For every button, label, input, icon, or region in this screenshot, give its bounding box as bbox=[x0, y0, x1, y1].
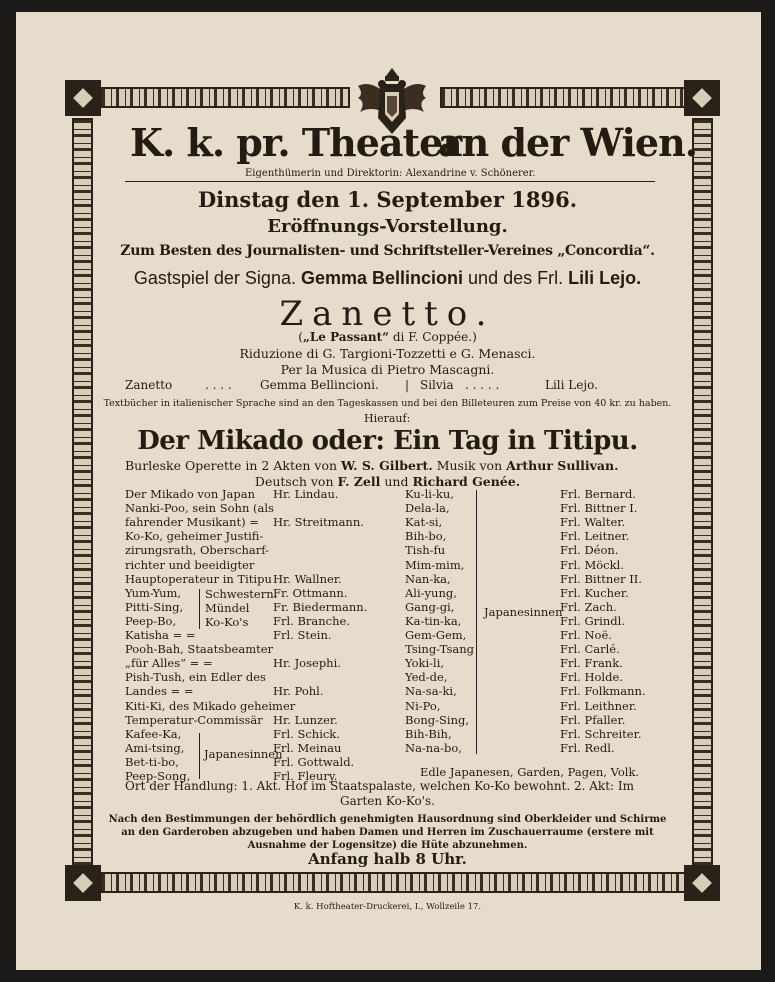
notice-line-2: an den Garderoben abzugeben und haben Damen und Herren im Zuschauerraume (erstere mit bbox=[121, 827, 654, 838]
brace-japanese-left bbox=[199, 733, 200, 779]
border-top-left bbox=[100, 87, 350, 108]
brace-label-koko: Ko-Ko's bbox=[205, 615, 249, 629]
cast-actor: Frl. Bittner I. bbox=[560, 501, 638, 516]
cast-role: Tsing-Tsang bbox=[405, 642, 475, 657]
theater-name-right: an der Wien. bbox=[438, 120, 697, 165]
cast-actor: Frl. Schick. bbox=[273, 726, 340, 741]
cast-role: Dela-la, bbox=[405, 501, 450, 516]
hierauf: Hierauf: bbox=[364, 412, 411, 425]
cast-role: Ka-tin-ka, bbox=[405, 613, 462, 628]
cast-role: Peep-Bo, bbox=[125, 613, 177, 628]
cast-actor: Frl. Walter. bbox=[560, 515, 626, 530]
cast-role: Nan-ka, bbox=[405, 571, 451, 586]
mikado-translator-1: F. Zell bbox=[337, 474, 381, 489]
mikado-translator-2: Richard Genée. bbox=[412, 474, 521, 489]
zanetto-riduzione: Riduzione di G. Targioni-Tozzetti e G. Menasci. bbox=[239, 346, 536, 361]
ownership-line: Eigenthümerin und Direktorin: Alexandrine v. Schönerer. bbox=[245, 168, 536, 179]
zanetto-role-2: Silvia bbox=[420, 378, 454, 392]
cast-role: richter und beeidigter bbox=[125, 557, 255, 572]
cast-role: Tish-fu bbox=[405, 543, 446, 558]
cast-role: Ali-yung, bbox=[405, 585, 457, 600]
mikado-credit-1a: Burleske Operette in 2 Akten von bbox=[125, 458, 338, 473]
zanetto-actor-1: Gemma Bellincioni. bbox=[260, 378, 379, 392]
cast-role: „für Alles“ = = bbox=[125, 656, 213, 671]
cast-role: Kiti-Ki, des Mikado geheimer bbox=[125, 698, 296, 713]
theater-name-left: K. k. pr. Theater bbox=[130, 120, 462, 165]
guest-name-1: Gemma Bellincioni bbox=[300, 268, 464, 288]
guest-name-2: Lili Lejo. bbox=[568, 268, 642, 288]
cast-actor: Hr. Pohl. bbox=[273, 684, 324, 699]
zanetto-actor-2: Lili Lejo. bbox=[545, 378, 598, 392]
cast-actor: Frl. Holde. bbox=[560, 670, 623, 685]
cast-role: Bet-ti-bo, bbox=[125, 754, 179, 769]
cast-actor: Frl. Carlé. bbox=[560, 642, 620, 657]
mikado-title: Der Mikado oder: Ein Tag in Titipu. bbox=[137, 426, 638, 456]
cast-role: Ku-li-ku, bbox=[405, 487, 454, 501]
cast-role: Nanki-Poo, sein Sohn (als bbox=[125, 501, 274, 516]
zanetto-musica: Per la Musica di Pietro Mascagni. bbox=[280, 362, 495, 377]
brace-label-sisters: Schwestern. bbox=[205, 587, 278, 601]
cast-actor: Frl. Meinau bbox=[273, 740, 342, 755]
cast-actor: Frl. Bernard. bbox=[560, 487, 636, 501]
cast-role: Der Mikado von Japan bbox=[125, 487, 255, 501]
mikado-composer: Arthur Sullivan. bbox=[506, 458, 619, 473]
place-line-1: Ort der Handlung: 1. Akt. Hof im Staatspalaste, welchen Ko-Ko bewohnt. 2. Akt: Im bbox=[125, 779, 635, 793]
brace-sisters bbox=[199, 589, 200, 629]
cast-actor: Hr. Lunzer. bbox=[273, 712, 338, 727]
zanetto-separator: | bbox=[405, 378, 410, 392]
zanetto-role-1: Zanetto bbox=[125, 378, 173, 392]
cast-actor: Hr. Lindau. bbox=[273, 487, 339, 501]
corner-ornament-tl bbox=[65, 80, 101, 116]
notice-line-3: Ausnahme der Logensitze) die Hüte abzunehmen. bbox=[247, 840, 528, 851]
cast-actor: Frl. Grindl. bbox=[560, 613, 625, 628]
cast-actor: Frl. Noë. bbox=[560, 628, 612, 642]
brace-label-wards: Mündel bbox=[205, 601, 250, 615]
mikado-librettist: W. S. Gilbert. bbox=[341, 458, 433, 473]
cast-actor: Frl. Leithner. bbox=[560, 698, 637, 713]
cast-role: Pitti-Sing, bbox=[125, 599, 184, 614]
corner-ornament-bl bbox=[65, 865, 101, 901]
guest-mid: und des Frl. bbox=[468, 268, 564, 288]
cast-actor: Frl. Schreiter. bbox=[560, 726, 642, 741]
guest-prefix: Gastspiel der Signa. bbox=[133, 268, 296, 288]
start-time: Anfang halb 8 Uhr. bbox=[308, 850, 467, 868]
cast-role: fahrender Musikant) = bbox=[125, 515, 259, 530]
cast-role: Pish-Tush, ein Edler des bbox=[125, 670, 266, 685]
cast-role: Gang-gi, bbox=[405, 599, 455, 614]
cast-role: Temperatur-Commissär bbox=[125, 712, 263, 727]
performance-date: Dinstag den 1. September 1896. bbox=[197, 187, 578, 212]
opening-performance: Eröffnungs-Vorstellung. bbox=[267, 216, 508, 237]
cast-actor: Frl. Branche. bbox=[273, 613, 350, 628]
mikado-credit-1c: Musik von bbox=[436, 458, 503, 473]
cast-actor: Fr. Biedermann. bbox=[273, 599, 368, 614]
zanetto-dots-1: . . . . bbox=[205, 378, 232, 392]
cast-actor: Hr. Wallner. bbox=[273, 571, 342, 586]
mikado-credit-line-1 bbox=[125, 458, 618, 473]
place-line-2: Garten Ko-Ko's. bbox=[339, 794, 435, 808]
cast-role: Na-sa-ki, bbox=[405, 684, 457, 699]
extras-line: Edle Japanesen, Garden, Pagen, Volk. bbox=[420, 765, 640, 779]
brace-label-japanese-middle: Japanesinnen bbox=[484, 605, 563, 619]
corner-ornament-tr bbox=[684, 80, 720, 116]
libretto-note: Textbücher in italienischer Sprache sind an den Tageskassen und bei den Billeteuren zum Preise von 40 kr. zu haben. bbox=[103, 398, 672, 409]
zanetto-dots-2: . . . . . bbox=[465, 378, 500, 392]
cast-role: Gem-Gem, bbox=[405, 628, 467, 642]
cast-role: Pooh-Bah, Staatsbeamter bbox=[125, 642, 274, 657]
mikado-credit-2c: und bbox=[384, 474, 409, 489]
corner-ornament-br bbox=[684, 865, 720, 901]
zanetto-title: Zanetto. bbox=[279, 294, 496, 334]
zanetto-subtitle-bold: „Le Passant“ bbox=[302, 330, 390, 344]
cast-actor: Hr. Josephi. bbox=[273, 656, 341, 671]
border-top-right bbox=[440, 87, 688, 108]
notice-line-1: Nach den Bestimmungen der behördlich genehmigten Hausordnung sind Oberkleider und Schirme bbox=[108, 814, 667, 825]
cast-role: Yoki-li, bbox=[405, 656, 445, 671]
cast-actor: Frl. Gottwald. bbox=[273, 754, 355, 769]
cast-role: Yum-Yum, bbox=[125, 585, 182, 600]
cast-actor: Frl. Redl. bbox=[560, 740, 615, 755]
mikado-credit-line-2 bbox=[0, 474, 775, 489]
zanetto-subtitle: („Le Passant“ di F. Coppée.) bbox=[298, 330, 477, 344]
cast-actor: Frl. Folkmann. bbox=[560, 684, 646, 699]
cast-actor: Frl. Stein. bbox=[273, 628, 332, 642]
cast-role: Kafee-Ka, bbox=[125, 726, 182, 741]
printer-line: K. k. Hoftheater-Druckerei, I., Wollzeile 17. bbox=[293, 902, 482, 912]
cast-role: Hauptoperateur in Titipu bbox=[125, 571, 272, 586]
cast-role: Ami-tsing, bbox=[125, 740, 185, 755]
cast-actor: Frl. Möckl. bbox=[560, 557, 624, 572]
cast-role: zirungsrath, Oberscharf- bbox=[125, 543, 269, 558]
cast-role: Bih-bo, bbox=[405, 529, 447, 544]
cast-role: Peep-Song, bbox=[125, 769, 191, 783]
cast-role: Bih-Bih, bbox=[405, 726, 452, 741]
cast-actor: Frl. Bittner II. bbox=[560, 571, 642, 586]
brace-label-japanese-left: Japanesinnen bbox=[204, 747, 283, 761]
cast-role: Kat-si, bbox=[405, 515, 443, 530]
cast-actor: Frl. Kucher. bbox=[560, 585, 629, 600]
cast-actor: Frl. Pfaller. bbox=[560, 712, 626, 727]
mikado-credit-2a: Deutsch von bbox=[254, 474, 334, 489]
cast-role: Landes = = bbox=[125, 684, 194, 699]
cast-role: Ko-Ko, geheimer Justifi- bbox=[125, 529, 264, 544]
border-bottom bbox=[100, 872, 688, 893]
cast-role: Ni-Po, bbox=[405, 698, 441, 713]
guest-line bbox=[0, 268, 775, 289]
cast-role: Na-na-bo, bbox=[405, 740, 462, 755]
cast-role: Katisha = = bbox=[125, 628, 196, 642]
cast-actor: Fr. Ottmann. bbox=[273, 585, 348, 600]
zanetto-subtitle-rest: di F. Coppée.) bbox=[392, 330, 477, 344]
cast-role: Yed-de, bbox=[405, 670, 448, 685]
benefit-line: Zum Besten des Journalisten- und Schriftsteller-Vereines „Concordia“. bbox=[120, 243, 655, 259]
cast-actor: Frl. Frank. bbox=[560, 656, 623, 671]
cast-actor: Hr. Streitmann. bbox=[273, 515, 364, 530]
cast-role: Bong-Sing, bbox=[405, 712, 470, 727]
cast-actor: Frl. Fleury. bbox=[273, 769, 338, 783]
brace-japanese-middle bbox=[476, 490, 477, 754]
header-rule bbox=[125, 181, 655, 182]
cast-actor: Frl. Déon. bbox=[560, 543, 619, 558]
cast-actor: Frl. Leitner. bbox=[560, 529, 630, 544]
cast-role: Mim-mim, bbox=[405, 557, 465, 572]
cast-actor: Frl. Zach. bbox=[560, 599, 617, 614]
